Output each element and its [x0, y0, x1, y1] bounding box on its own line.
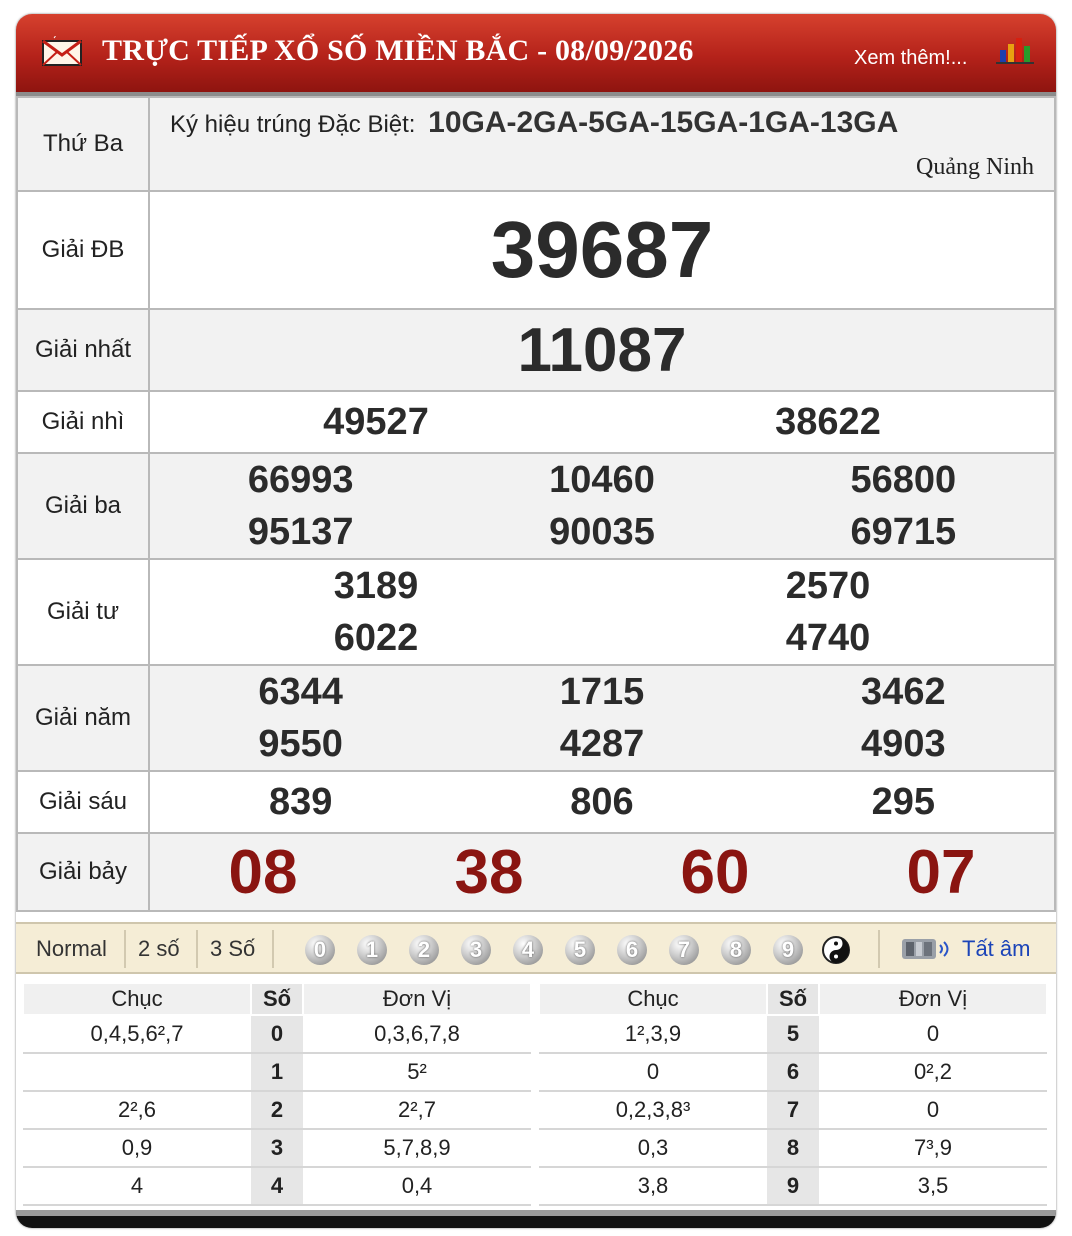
tens-cell: 0,4,5,6²,7: [23, 1015, 251, 1053]
digit-ball-9[interactable]: 9: [773, 935, 803, 965]
units-cell: 0: [819, 1015, 1047, 1053]
prize-number: 08: [228, 837, 298, 907]
loto-row: [23, 1015, 531, 1053]
prize-number: 4740: [785, 617, 871, 659]
tens-cell: [23, 1053, 251, 1091]
digit-ball-6[interactable]: 6: [617, 935, 647, 965]
units-cell: 7³,9: [819, 1129, 1047, 1167]
prize-number: 1715: [559, 671, 645, 713]
digit-ball-0[interactable]: 0: [305, 935, 335, 965]
units-cell: 5,7,8,9: [303, 1129, 531, 1167]
info-cell: [149, 97, 1055, 191]
prize-row-3: [17, 453, 1055, 559]
loto-row: [539, 1053, 1047, 1091]
prize-number: 49527: [323, 401, 429, 443]
prize-label: Giải ba: [17, 453, 149, 559]
divider: [878, 930, 880, 968]
lottery-widget: [16, 14, 1056, 1228]
loto-row: [23, 1129, 531, 1167]
digit-cell: 9: [767, 1167, 819, 1205]
prize-number: 295: [871, 781, 936, 823]
units-cell: 3,5: [819, 1167, 1047, 1205]
units-cell: 0²,2: [819, 1053, 1047, 1091]
prize-label: Giải năm: [17, 665, 149, 771]
units-cell: 5²: [303, 1053, 531, 1091]
prize-number: 10460: [549, 459, 655, 501]
day-label: Thứ Ba: [17, 97, 149, 191]
tens-cell: 0: [539, 1053, 767, 1091]
province-name: Quảng Ninh: [916, 154, 1034, 180]
prize-row-7: [17, 833, 1055, 911]
digit-cell: 8: [767, 1129, 819, 1167]
prize-number: 56800: [850, 459, 957, 501]
special-code-value: 10GA-2GA-5GA-15GA-1GA-13GA: [428, 106, 899, 139]
mode-3-digit-button[interactable]: 3 Số: [210, 936, 256, 961]
digit-cell: 1: [251, 1053, 303, 1091]
results-table: [16, 96, 1056, 912]
loto-table-left: [22, 982, 532, 1206]
tens-cell: 4: [23, 1167, 251, 1205]
prize-number: 839: [268, 781, 333, 823]
mode-normal-button[interactable]: Normal: [36, 936, 107, 961]
prize-number: 6344: [258, 671, 343, 713]
digit-ball-5[interactable]: 5: [565, 935, 595, 965]
prize-number: 38: [454, 837, 524, 907]
prize-label: Giải ĐB: [17, 191, 149, 309]
tens-cell: 0,3: [539, 1129, 767, 1167]
tens-cell: 2²,6: [23, 1091, 251, 1129]
units-cell: 0: [819, 1091, 1047, 1129]
prize-number: 806: [570, 781, 634, 823]
prize-number: 69715: [850, 511, 957, 553]
prize-row-6: [17, 771, 1055, 833]
special-code-label: Ký hiệu trúng Đặc Biệt:: [170, 111, 416, 138]
digit-cell: 2: [251, 1091, 303, 1129]
digit-ball-7[interactable]: 7: [669, 935, 699, 965]
header-bar: [16, 14, 1056, 96]
mute-sound-link[interactable]: Tất âm: [962, 936, 1031, 961]
prize-number: 38622: [775, 401, 881, 443]
prize-number: 4903: [861, 723, 946, 765]
loto-header-row: [23, 983, 531, 1015]
loto-row: [539, 1091, 1047, 1129]
prize-number: 66993: [247, 459, 354, 501]
digit-ball-2[interactable]: 2: [409, 935, 439, 965]
prize-number: 9550: [258, 723, 343, 765]
units-cell: 0,3,6,7,8: [303, 1015, 531, 1053]
tens-cell: 1²,3,9: [539, 1015, 767, 1053]
units-header: Đơn Vị: [303, 983, 531, 1015]
loto-row: [23, 1167, 531, 1205]
prize-label: Giải bảy: [17, 833, 149, 911]
yin-yang-icon[interactable]: [821, 935, 851, 965]
divider: [124, 930, 126, 968]
loto-row: [539, 1129, 1047, 1167]
divider: [272, 930, 274, 968]
prize-row-5: [17, 665, 1055, 771]
digit-cell: 0: [251, 1015, 303, 1053]
prize-row-1: [17, 309, 1055, 391]
digit-ball-1[interactable]: 1: [357, 935, 387, 965]
prize-row-db: [17, 191, 1055, 309]
digit-cell: 6: [767, 1053, 819, 1091]
loto-row: [23, 1053, 531, 1091]
special-code-line: [170, 106, 898, 140]
display-toolbar: [16, 922, 1056, 974]
speaker-icon[interactable]: [902, 936, 952, 962]
prize-row-4: [17, 559, 1055, 665]
loto-header-row: [539, 983, 1047, 1015]
prize-number: 4287: [559, 723, 645, 765]
prize-label: Giải nhì: [17, 391, 149, 453]
loto-row: [23, 1091, 531, 1129]
prize-number: 11087: [149, 309, 1055, 391]
tens-cell: 0,9: [23, 1129, 251, 1167]
header-title: TRỰC TIẾP XỔ SỐ MIỀN BẮC - 08/09/2026: [102, 34, 694, 67]
loto-table-right: [538, 982, 1048, 1206]
digit-header: Số: [767, 983, 819, 1015]
loto-row: [539, 1015, 1047, 1053]
info-row: [17, 97, 1055, 191]
digit-ball-4[interactable]: 4: [513, 935, 543, 965]
tens-header: Chục: [539, 983, 767, 1015]
tens-cell: 3,8: [539, 1167, 767, 1205]
prize-number: 6022: [333, 617, 419, 659]
digit-cell: 5: [767, 1015, 819, 1053]
prize-number: 3462: [861, 671, 946, 713]
prize-number: 3189: [333, 565, 419, 607]
prize-number: 07: [906, 837, 976, 907]
bar-chart-icon[interactable]: [996, 34, 1034, 64]
mode-2-digit-button[interactable]: 2 số: [138, 936, 180, 961]
digit-cell: 7: [767, 1091, 819, 1129]
digit-cell: 3: [251, 1129, 303, 1167]
digit-cell: 4: [251, 1167, 303, 1205]
prize-number: 60: [680, 837, 750, 907]
tens-header: Chục: [23, 983, 251, 1015]
prize-label: Giải sáu: [17, 771, 149, 833]
digit-ball-8[interactable]: 8: [721, 935, 751, 965]
prize-label: Giải nhất: [17, 309, 149, 391]
loto-row: [539, 1167, 1047, 1205]
prize-number: 90035: [549, 511, 655, 553]
prize-row-2: [17, 391, 1055, 453]
mail-icon: [42, 36, 82, 66]
prize-number: 95137: [247, 511, 354, 553]
prize-number: 39687: [149, 191, 1055, 309]
tens-cell: 0,2,3,8³: [539, 1091, 767, 1129]
digit-header: Số: [251, 983, 303, 1015]
units-cell: 0,4: [303, 1167, 531, 1205]
digit-ball-3[interactable]: 3: [461, 935, 491, 965]
see-more-link[interactable]: Xem thêm!...: [854, 47, 968, 69]
units-cell: 2²,7: [303, 1091, 531, 1129]
units-header: Đơn Vị: [819, 983, 1047, 1015]
footer-bar: [16, 1210, 1056, 1228]
prize-label: Giải tư: [17, 559, 149, 665]
prize-number: 2570: [785, 565, 871, 607]
divider: [196, 930, 198, 968]
